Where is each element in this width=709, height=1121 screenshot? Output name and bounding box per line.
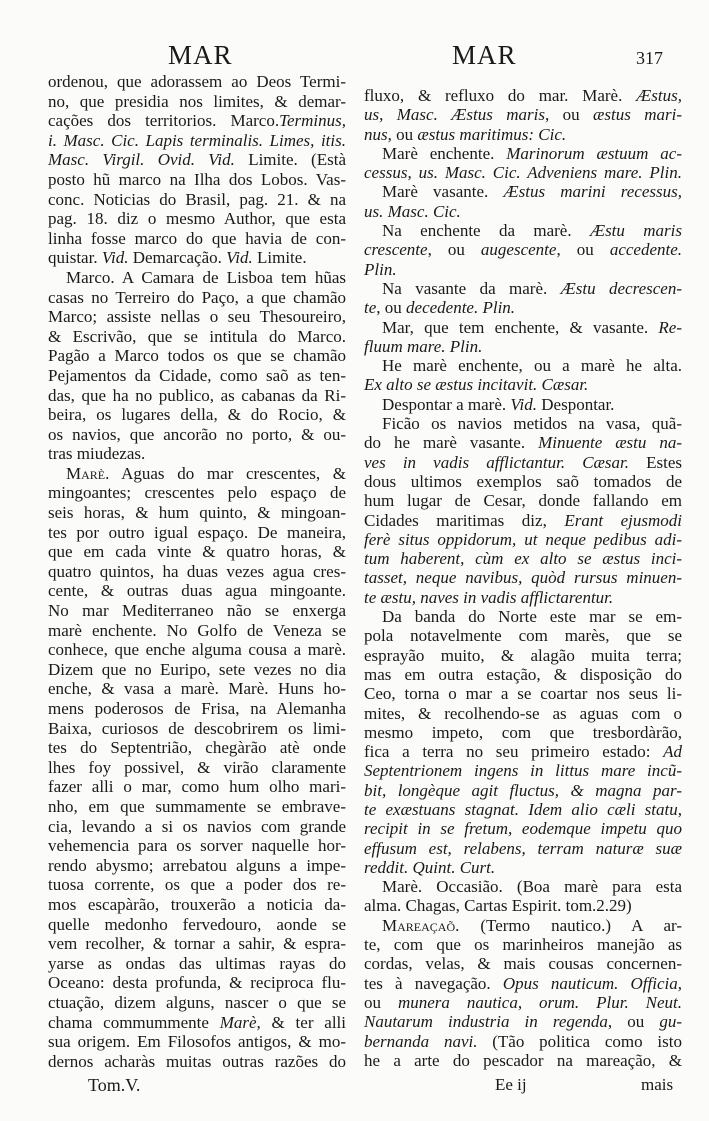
text-line — [48, 895, 346, 915]
italic-latin-text: bernanda navi. — [364, 1031, 478, 1051]
text-line — [364, 839, 682, 858]
text-line — [48, 1013, 346, 1033]
headword: Marè. — [66, 463, 110, 483]
text-line — [364, 646, 682, 665]
italic-latin-text: æstus maritimus: Cic. — [417, 124, 567, 144]
italic-latin-text: ves in vadis afflictantur. Cæsar. — [364, 452, 629, 472]
roman-text: Dizem que no Euripo, sete vezes no dia — [48, 659, 346, 679]
text-line — [48, 679, 346, 699]
text-line — [364, 260, 682, 279]
roman-text: sua origem. Em Filosofos antigos, & mo- — [48, 1032, 346, 1052]
roman-text: rendo abysmo; arrebatou alguns a impe- — [48, 855, 346, 875]
roman-text: mesmo impeto, com que tresbordàrão, — [364, 722, 682, 742]
text-line — [48, 1052, 346, 1072]
roman-text: Mar, que tem enchente, & vasante. — [382, 317, 659, 337]
roman-text: tuosa corrente, os que a poder dos re- — [48, 875, 346, 895]
roman-text: Oceano: desta profunda, & reciproca flu- — [48, 973, 346, 993]
text-line — [364, 433, 682, 452]
roman-text: conhece, que enche alguma cousa a marè. — [48, 640, 346, 660]
text-line — [48, 856, 346, 876]
roman-text: vehemencia para os sorver naquelle hor- — [48, 836, 346, 856]
catchword: mais — [641, 1075, 674, 1094]
text-line — [48, 327, 346, 347]
text-line — [48, 777, 346, 797]
text-line — [48, 190, 346, 210]
text-line — [48, 288, 346, 308]
roman-text: Na vasante da marè. — [382, 278, 561, 298]
roman-text: no, que presidia nos limites, & demar- — [48, 91, 346, 111]
text-line — [48, 797, 346, 817]
roman-text: Estes — [628, 452, 682, 472]
roman-text: Ceo, torna o mar a se coartar nos seus li- — [364, 684, 682, 704]
roman-text: Marè. Occasião. (Boa marè para esta — [382, 877, 682, 897]
text-line — [48, 483, 346, 503]
text-line — [48, 386, 346, 406]
text-line — [364, 588, 682, 607]
text-line — [364, 182, 682, 201]
italic-latin-text: Masc. Virgil. Ovid. Vid. — [48, 150, 235, 170]
roman-text: Limite. (Està — [234, 150, 346, 170]
italic-latin-text: Nautarum industria in regenda — [364, 1012, 608, 1032]
text-line — [364, 202, 682, 221]
roman-text: Marè vasante. — [382, 182, 504, 202]
text-line — [48, 405, 346, 425]
text-line — [48, 111, 346, 131]
text-line — [48, 503, 346, 523]
text-line — [48, 738, 346, 758]
text-line — [364, 125, 682, 144]
text-line — [48, 523, 346, 543]
text-line — [364, 240, 682, 259]
text-line — [364, 356, 682, 375]
italic-latin-text: decedente. Plin. — [406, 298, 516, 318]
text-line — [48, 268, 346, 288]
italic-latin-text: te — [364, 298, 377, 318]
text-line — [364, 800, 682, 819]
text-line — [48, 993, 346, 1013]
running-head-right: MAR — [452, 40, 517, 70]
text-line — [364, 626, 682, 645]
roman-text: Limite. — [252, 248, 307, 268]
italic-latin-text: Minuente æstu na- — [538, 433, 683, 453]
text-line — [48, 307, 346, 327]
text-line — [364, 549, 682, 568]
text-line — [48, 973, 346, 993]
italic-latin-text: gu- — [659, 1012, 683, 1032]
roman-text: fluxo, & refluxo do mar. Marè. — [364, 86, 637, 105]
text-line — [48, 699, 346, 719]
italic-latin-text: us. Masc. Cic. — [364, 201, 461, 221]
text-line — [364, 935, 682, 954]
roman-text: Pagão a Marco todos os que se chamão — [48, 346, 346, 366]
italic-latin-text: Terminus, — [279, 111, 346, 131]
text-line — [364, 530, 682, 549]
text-line — [48, 954, 346, 974]
text-line — [48, 150, 346, 170]
italic-latin-text: te æstu, naves in vadis afflictarentur. — [364, 587, 614, 607]
roman-text: quelle medonho fervedouro, aonde se — [48, 914, 346, 934]
roman-text: lhes foy possivel, & virão claramente — [48, 757, 346, 777]
roman-text: esprayão muito, & alagão muita terra; — [364, 645, 682, 665]
italic-latin-text: tasset, neque navibus, quòd rursus minuen- — [364, 568, 682, 588]
italic-latin-text: us, Masc. Æstus maris — [364, 105, 545, 125]
roman-text: (Termo nautico.) A ar- — [459, 915, 682, 935]
italic-latin-text: Marinorum æstuum ac- — [506, 143, 682, 163]
roman-text: yarse as ondas das ultimas rayas do — [48, 953, 346, 973]
text-line — [364, 723, 682, 742]
italic-latin-text: Ad — [663, 742, 682, 762]
roman-text: nho, em que summamente se embrave- — [48, 796, 346, 816]
text-line — [364, 742, 682, 761]
text-line — [364, 144, 682, 163]
roman-text: cações dos territorios. Marco. — [48, 111, 280, 131]
roman-text: seis horas, & hum quinto, & mingoan- — [48, 503, 346, 523]
roman-text: que em cada vinte & quatro horas, & — [48, 542, 346, 562]
text-line — [364, 375, 682, 394]
text-line — [48, 209, 346, 229]
text-line — [364, 877, 682, 896]
roman-text: , & ter alli — [256, 1012, 346, 1032]
text-line — [364, 491, 682, 510]
roman-text: Despontar a marè. — [382, 394, 511, 414]
text-line — [48, 581, 346, 601]
text-line — [48, 248, 346, 268]
text-line — [364, 781, 682, 800]
roman-text: enche, & vasa a marè. Marè. Huns ho- — [48, 679, 346, 699]
roman-text: casas no Terreiro do Paço, a que chamão — [48, 287, 346, 307]
italic-latin-text: Æstus, — [636, 86, 682, 105]
text-line — [48, 366, 346, 386]
italic-latin-text: Ex alto se æstus incitavit. Cæsar. — [364, 375, 589, 395]
text-line — [364, 337, 682, 356]
roman-text: dous ultimos exemplos saõ tomados de — [364, 471, 682, 491]
text-line — [364, 954, 682, 973]
roman-text: (Tão politica como isto — [477, 1031, 682, 1051]
text-line — [364, 684, 682, 703]
italic-latin-text: Opus nauticum. Officia, — [502, 973, 682, 993]
text-line — [364, 916, 682, 935]
text-line — [364, 761, 682, 780]
roman-text: & Escrivão, que se intitula do Marco. — [48, 326, 346, 346]
text-line — [364, 607, 682, 626]
roman-text: marè enchente. No Golfo de Veneza se — [48, 620, 346, 640]
roman-text: No mar Mediterraneo não se enxerga — [48, 601, 346, 621]
roman-text: linha fosse marco do que havia de con- — [48, 228, 346, 248]
roman-text: , ou — [387, 124, 418, 144]
roman-text: fazer alli o mar, como hum olho mari- — [48, 777, 346, 797]
text-line — [364, 1032, 682, 1051]
page-number: 317 — [636, 48, 663, 68]
italic-latin-text: Re- — [658, 317, 682, 337]
roman-text: tes por outro igual espaço. De maneira, — [48, 522, 346, 542]
text-line — [48, 346, 346, 366]
roman-text: mos escapàrão, trouxerão a noticia da- — [48, 894, 346, 914]
text-line — [364, 318, 682, 337]
roman-text: posto hũ marco na Ilha dos Lobos. Vas- — [48, 169, 346, 189]
italic-latin-text: Erant ejusmodi — [564, 510, 682, 530]
italic-latin-text: Vid. — [226, 248, 253, 268]
text-line — [364, 665, 682, 684]
text-line — [48, 464, 346, 484]
roman-text: Cidades maritimas diz, — [364, 510, 565, 530]
text-line — [364, 472, 682, 491]
italic-latin-text: Septentrionem ingens in littus mare incũ- — [364, 761, 682, 781]
roman-text: , ou — [607, 1012, 660, 1032]
roman-text: conc. Noticias do Brasil, pag. 21. & na — [48, 189, 346, 209]
roman-text: mingoantes; crescentes pelo espaço de — [48, 483, 346, 503]
italic-latin-text: i. Masc. Cic. Lapis terminalis. Limes, itis. — [48, 130, 346, 150]
text-line — [48, 836, 346, 856]
text-line — [364, 221, 682, 240]
roman-text: Da banda do Norte este mar se em- — [382, 607, 682, 627]
italic-latin-text: tum haberent, cùm ex alto se æstus inci- — [364, 549, 682, 569]
text-line — [364, 568, 682, 587]
text-line — [48, 719, 346, 739]
roman-text: os navios, que ancorão no porto, & ou- — [48, 424, 346, 444]
text-line — [48, 640, 346, 660]
italic-latin-text: te exæstuans stagnat. Idem alio cæli statu, — [364, 799, 682, 819]
text-line — [48, 934, 346, 954]
roman-text: te, com que os marinheiros manejão as — [364, 935, 682, 955]
italic-latin-text: Vid. — [101, 248, 129, 268]
text-line — [364, 414, 682, 433]
italic-latin-text: recipit in se fretum, eodemque impetu quo — [364, 819, 682, 839]
roman-text: , ou — [556, 240, 610, 260]
text-line — [364, 993, 682, 1012]
roman-text: mas em outra estação, & disposição do — [364, 664, 682, 684]
italic-latin-text: æstus mari- — [593, 105, 682, 125]
right-column — [364, 86, 682, 1070]
roman-text: Marco. A Camara de Lisboa tem hũas — [66, 267, 346, 287]
roman-text: mites, & recolhendo-se as aguas com o — [364, 703, 682, 723]
roman-text: , ou — [427, 240, 481, 260]
italic-latin-text: bit, longèque agit fluctus, & magna par- — [364, 780, 682, 800]
italic-latin-text: nus — [364, 124, 388, 144]
text-line — [48, 915, 346, 935]
roman-text: ctuação, dizem alguns, nascer o que se — [48, 992, 346, 1012]
roman-text: He marè enchente, ou a marè he alta. — [382, 356, 682, 376]
italic-latin-text: Plin. — [364, 259, 397, 279]
roman-text: beira, os lugares della, & do Rocio, & — [48, 405, 346, 425]
text-line — [364, 858, 682, 877]
roman-text: quatro quintos, ha duas vezes agua cres- — [48, 561, 346, 581]
roman-text: chama commummente — [48, 1012, 220, 1032]
text-line — [364, 86, 682, 105]
text-line — [48, 229, 346, 249]
text-line — [364, 395, 682, 414]
roman-text: cente, & outras duas agua mingoante. — [48, 581, 346, 601]
running-head-left: MAR — [168, 40, 233, 70]
text-line — [364, 453, 682, 472]
text-line — [364, 1051, 682, 1070]
text-line — [48, 817, 346, 837]
text-line — [364, 163, 682, 182]
signature-mark: Ee ij — [495, 1075, 527, 1094]
text-line — [48, 875, 346, 895]
roman-text: pag. 18. diz o mesmo Author, que esta — [48, 209, 346, 229]
italic-latin-text: orum. Plur. Neut. — [539, 992, 683, 1012]
roman-text: fica a terra no seu primeiro estado: — [364, 742, 664, 762]
text-line — [364, 105, 682, 124]
text-line — [48, 444, 346, 464]
volume-mark: Tom.V. — [88, 1075, 141, 1095]
roman-text: hum lugar de Cesar, donde fallando em — [364, 491, 682, 511]
roman-text: Ficão os navios metidos na vasa, quã- — [382, 414, 682, 434]
roman-text: Baixa, curiosos de descobrirem os limi- — [48, 718, 346, 738]
text-line — [364, 298, 682, 317]
italic-latin-text: crescente — [364, 240, 428, 260]
text-line — [48, 621, 346, 641]
text-line — [364, 279, 682, 298]
text-line — [364, 704, 682, 723]
roman-text: cordas, velas, & mais cousas concernen- — [364, 954, 682, 974]
roman-text: Aguas do mar crescentes, & — [109, 463, 346, 483]
roman-text: Marè enchente. — [382, 143, 507, 163]
roman-text: , ou — [376, 298, 407, 318]
text-line — [48, 562, 346, 582]
roman-text: vem recolher, & tornar a sahir, & espra- — [48, 934, 346, 954]
text-line — [48, 72, 346, 92]
roman-text: Na enchente da marè. — [382, 221, 590, 241]
text-line — [48, 758, 346, 778]
text-line — [364, 819, 682, 838]
italic-latin-text: Æstu maris — [589, 221, 683, 241]
text-line — [364, 974, 682, 993]
text-line — [48, 92, 346, 112]
roman-text: tes do Septentrião, chegàrão atè onde — [48, 738, 346, 758]
headword: Mareaçaõ. — [382, 915, 460, 935]
roman-text: ou — [364, 992, 398, 1012]
roman-text: das, que ha no publico, as cabanas da Ri- — [48, 385, 346, 405]
roman-text: , — [517, 992, 540, 1012]
italic-latin-text: accedente. — [609, 240, 683, 260]
text-line — [364, 511, 682, 530]
italic-latin-text: reddit. Quint. Curt. — [364, 857, 496, 877]
roman-text: alma. Chagas, Cartas Espirit. tom.2.29) — [364, 896, 632, 916]
text-line — [48, 1032, 346, 1052]
text-line — [48, 131, 346, 151]
roman-text: quistar. — [48, 248, 102, 268]
left-column — [48, 72, 346, 1071]
roman-text: ordenou, que adorassem ao Deos Termi- — [48, 72, 346, 91]
text-line — [48, 170, 346, 190]
roman-text: tras miudezas. — [48, 444, 146, 464]
text-line — [364, 1012, 682, 1031]
roman-text: tes à navegação. — [364, 973, 503, 993]
roman-text: mens poderosos de Frisa, na Alemanha — [48, 699, 346, 718]
italic-latin-text: fluum mare. Plin. — [364, 336, 483, 356]
italic-latin-text: Æstu decrescen- — [560, 278, 682, 298]
text-line — [48, 425, 346, 445]
italic-latin-text: ferè situs oppidorum, ut neque pedibus adi- — [364, 529, 682, 549]
italic-latin-text: Marè — [219, 1012, 257, 1032]
italic-latin-text: effusum est, relabens, terram naturæ suæ — [364, 838, 682, 858]
italic-latin-text: augescente — [480, 240, 557, 260]
roman-text: Despontar. — [537, 394, 615, 414]
text-line — [48, 542, 346, 562]
roman-text: Demarcação. — [128, 248, 227, 268]
roman-text: cia, levando a si os navios com grande — [48, 816, 346, 836]
roman-text: , ou — [544, 105, 594, 125]
italic-latin-text: munera nautica — [397, 992, 518, 1012]
text-line — [48, 601, 346, 621]
text-line — [48, 660, 346, 680]
italic-latin-text: cessus, us. Masc. Cic. Adveniens mare. Plin. — [364, 163, 682, 183]
roman-text: do he marè vasante. — [364, 433, 539, 453]
roman-text: dernos acharàs muitas outras razões do — [48, 1051, 346, 1071]
roman-text: pola notavelmente com marès, que se — [364, 626, 682, 646]
roman-text: he a arte do pescador na mareação, & — [364, 1050, 682, 1070]
text-line — [364, 896, 682, 915]
italic-latin-text: Vid. — [510, 394, 537, 414]
italic-latin-text: Æstus marini recessus, — [503, 182, 682, 202]
roman-text: Pejamentos da Cidade, como saõ as ten- — [48, 365, 346, 385]
roman-text: Marco; assiste nellas o seu Thesoureiro, — [48, 307, 346, 327]
